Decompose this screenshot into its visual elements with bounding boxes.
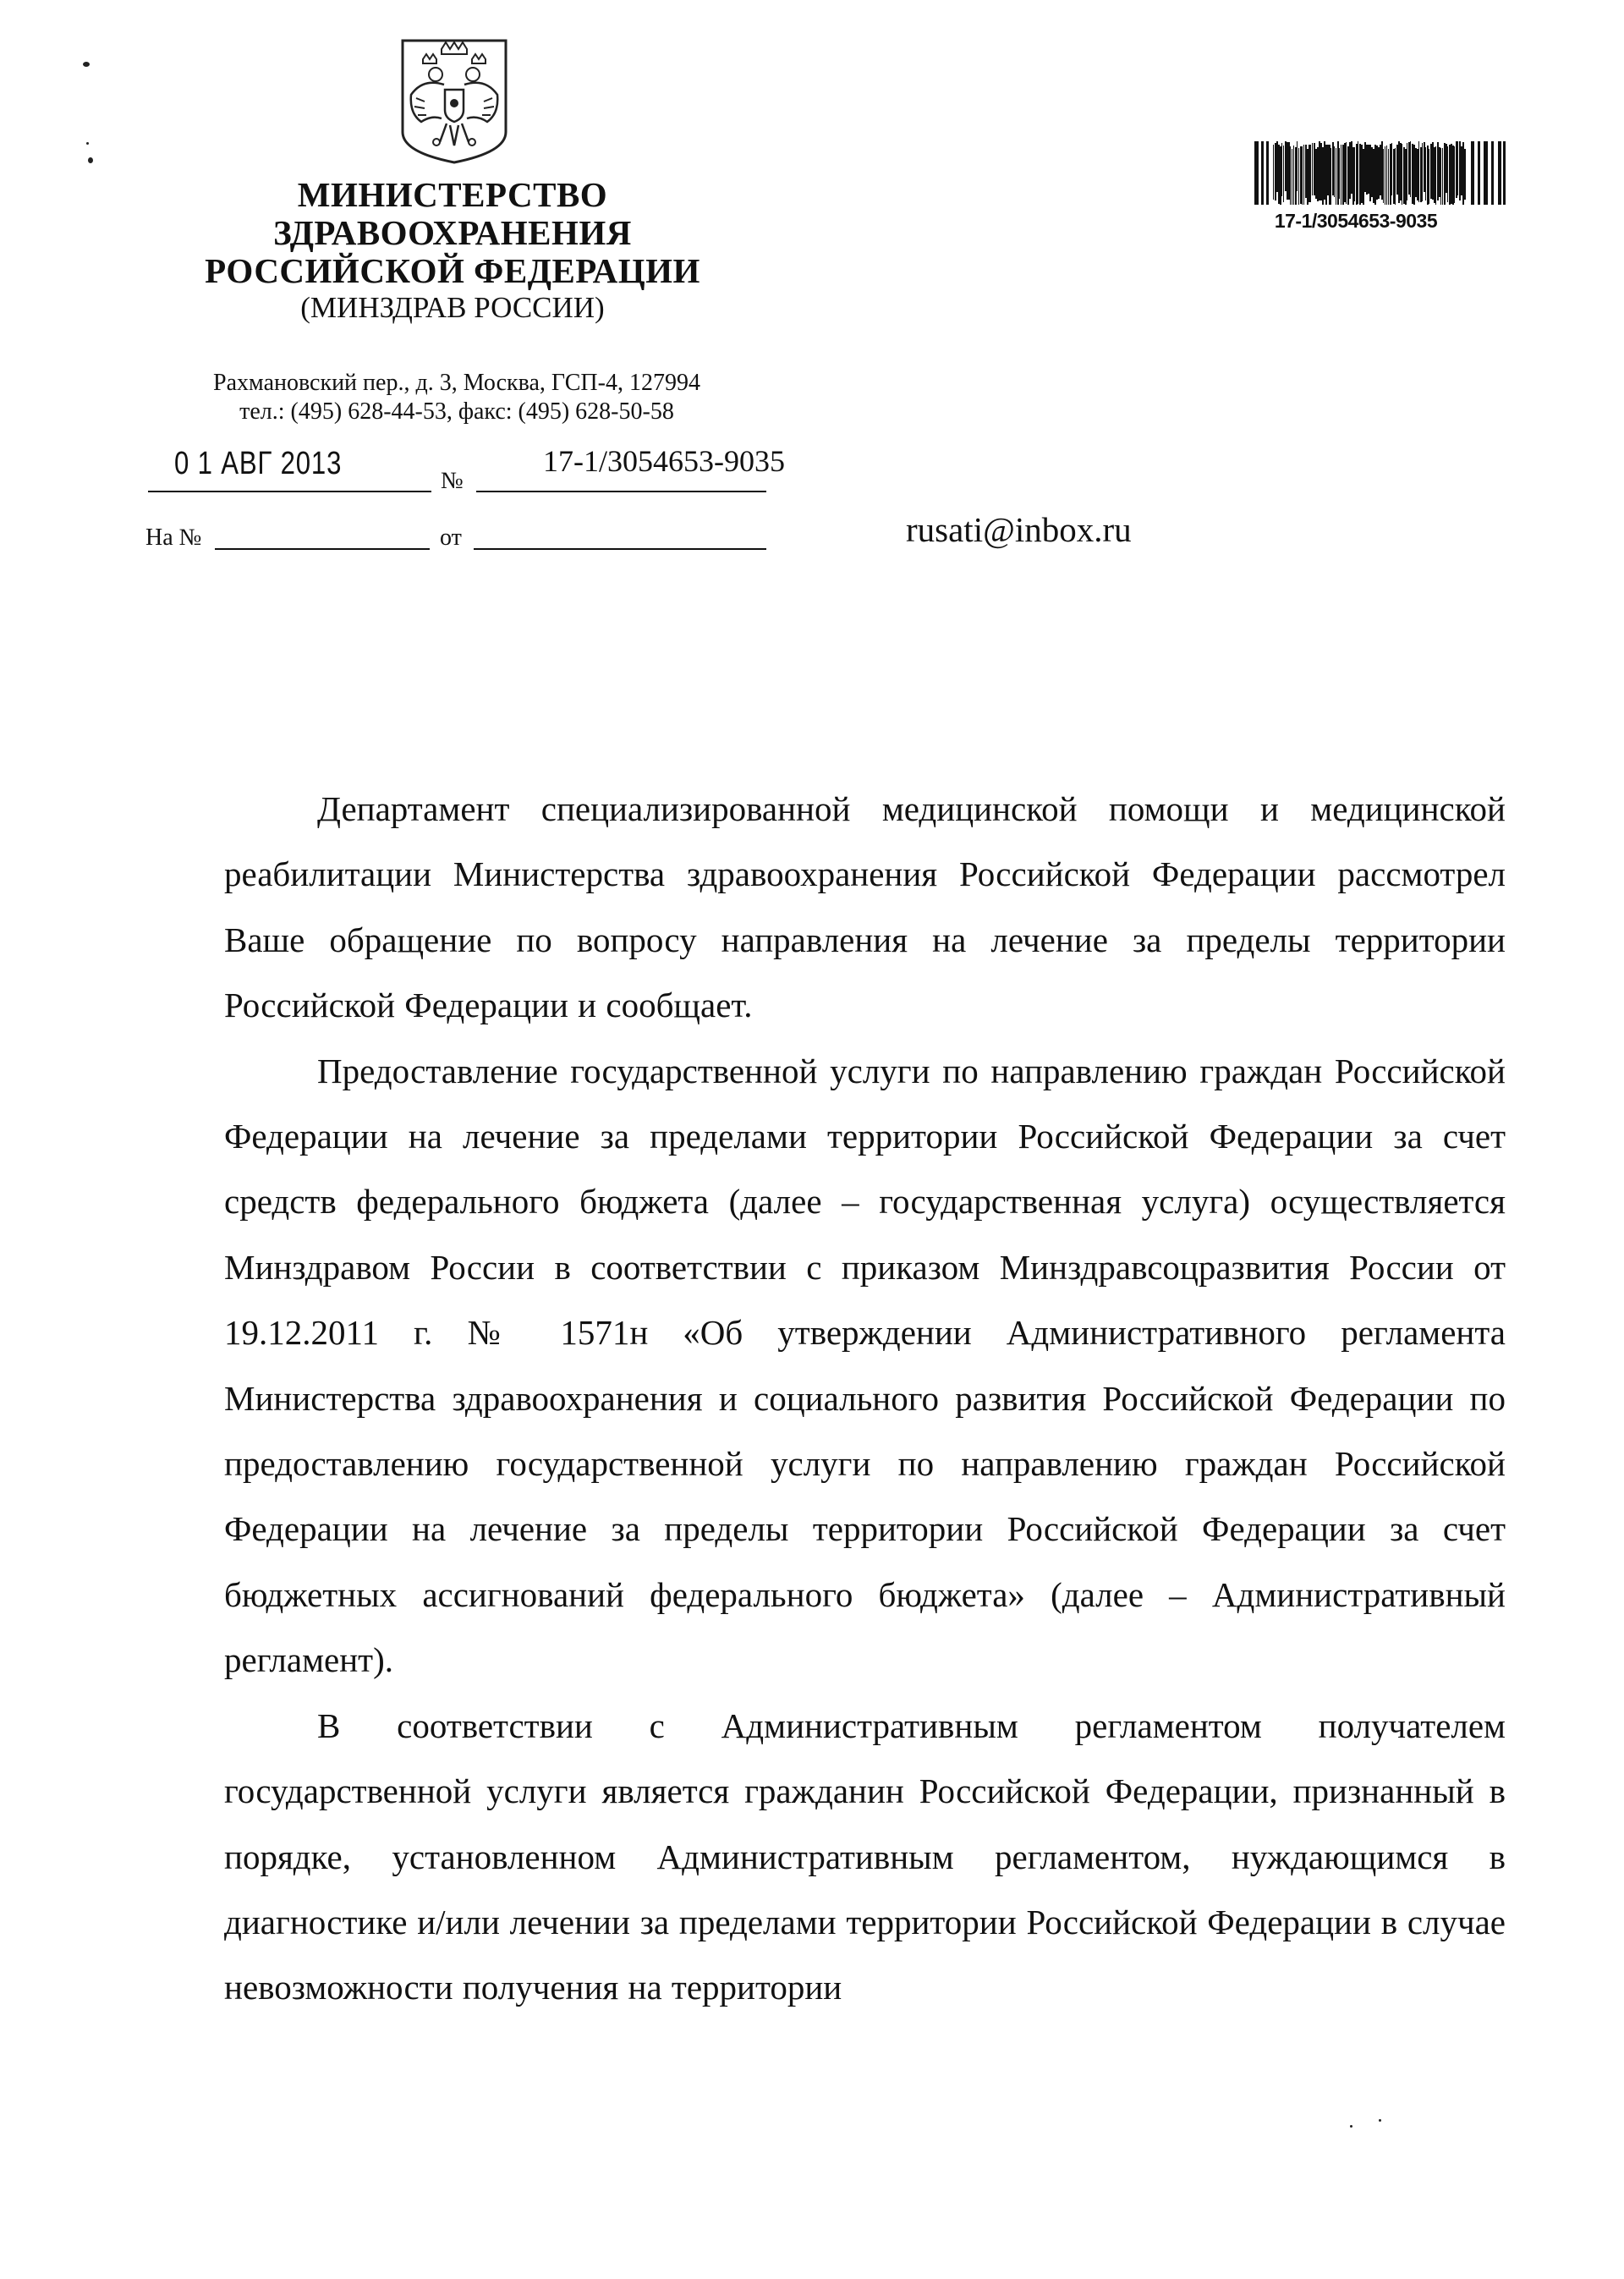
barcode-bar — [1366, 145, 1368, 195]
ministry-name-line-1: МИНИСТЕРСТВО — [297, 175, 608, 214]
barcode-bar — [1403, 147, 1405, 204]
barcode-bar — [1383, 149, 1384, 203]
barcode-bar — [1290, 146, 1291, 205]
barcode-bar — [1400, 143, 1402, 200]
barcode-bar — [1405, 149, 1407, 205]
barcode-bar — [1454, 146, 1455, 203]
barcode-bar — [1266, 141, 1269, 205]
barcode-bar — [1329, 145, 1330, 205]
barcode-bar — [1435, 146, 1436, 205]
barcode-bar — [1381, 141, 1383, 200]
barcode-bar — [1281, 143, 1282, 196]
number-sign-label: № — [441, 468, 464, 494]
number-underline — [476, 491, 766, 492]
barcode-bar — [1276, 141, 1278, 192]
barcode-bar — [1288, 142, 1290, 200]
barcode-bar — [1380, 145, 1381, 195]
scan-speck — [83, 62, 90, 67]
ministry-name-line-3: РОССИЙСКОЙ ФЕДЕРАЦИИ — [205, 251, 700, 290]
barcode-bar — [1351, 141, 1352, 194]
barcode-bar — [1332, 142, 1334, 195]
barcode-bar — [1368, 145, 1369, 194]
barcode-bar — [1410, 141, 1411, 197]
barcode-bar — [1310, 145, 1311, 202]
ministry-short-name: (МИНЗДРАВ РОССИИ) — [300, 291, 605, 324]
barcode-bar — [1334, 146, 1335, 197]
reply-to-number-blank — [215, 548, 430, 550]
barcode-bar — [1305, 145, 1307, 198]
barcode-bar — [1417, 149, 1418, 200]
body-paragraph: В соответствии с Административным регламентом получателем государственной услуги является гражданин Российской Федерации, признанный в порядке, установленном Административным регламентом, нуждающимся в диагностике и/или лечении за пределами территории Российской Федерации в случае невозможности получения на территории — [224, 1705, 1506, 2007]
barcode-bar — [1418, 141, 1419, 202]
barcode-number: 17-1/3054653-9035 — [1274, 210, 1438, 232]
barcode-bar — [1491, 141, 1494, 205]
barcode-bar — [1361, 145, 1363, 203]
barcode-bar — [1314, 143, 1315, 195]
barcode-bar — [1285, 141, 1287, 191]
barcode-bar — [1376, 146, 1378, 200]
barcode-bar — [1349, 142, 1351, 199]
barcode-bar — [1293, 146, 1294, 205]
barcode-bar — [1446, 144, 1447, 193]
barcode-bar — [1503, 141, 1506, 205]
barcode-bar — [1440, 148, 1441, 205]
barcode-bar — [1449, 145, 1451, 205]
barcode-bar — [1462, 142, 1464, 205]
barcode-bar — [1324, 141, 1325, 200]
barcode-bar — [1354, 147, 1355, 201]
barcode-bar — [1484, 141, 1488, 205]
barcode-bar — [1317, 147, 1319, 201]
barcode-bar — [1432, 142, 1434, 200]
russian-coat-of-arms-icon — [398, 37, 511, 164]
barcode-bar — [1434, 147, 1435, 203]
barcode-bar — [1273, 145, 1274, 200]
barcode-bar — [1391, 143, 1392, 195]
barcode-bar — [1339, 148, 1340, 199]
barcode-bar — [1395, 148, 1396, 205]
letter-body — [224, 777, 1506, 2021]
barcode-bar — [1427, 146, 1429, 205]
barcode-bar — [1425, 147, 1426, 200]
document-barcode — [1254, 141, 1506, 205]
barcode-bar — [1430, 144, 1432, 199]
barcode-bar — [1315, 149, 1317, 199]
barcode-bar — [1408, 142, 1410, 195]
barcode-bar — [1439, 147, 1440, 197]
barcode-bar — [1254, 141, 1259, 205]
scan-speck — [1379, 2119, 1381, 2122]
barcode-bar — [1415, 148, 1417, 197]
barcode-bar — [1459, 141, 1461, 200]
barcode-bar — [1325, 145, 1327, 205]
recipient-email: rusati@inbox.ru — [906, 510, 1132, 549]
date-underline — [148, 491, 431, 492]
barcode-bar — [1337, 141, 1339, 205]
scan-speck — [86, 142, 89, 145]
barcode-bar — [1261, 141, 1264, 205]
barcode-bar — [1471, 141, 1474, 205]
barcode-bar — [1378, 147, 1380, 199]
barcode-bar — [1393, 149, 1395, 204]
barcode-bar — [1442, 148, 1443, 205]
barcode-bar — [1413, 145, 1415, 205]
barcode-bar — [1461, 146, 1462, 195]
barcode-bar — [1444, 143, 1446, 205]
barcode-bar — [1280, 146, 1281, 205]
reply-to-date-label: от — [440, 524, 462, 551]
ministry-address: Рахмановский пер., д. 3, Москва, ГСП-4, 127994 — [213, 370, 700, 396]
barcode-bar — [1396, 145, 1398, 195]
ministry-name-line-2: ЗДРАВООХРАНЕНИЯ — [273, 213, 632, 252]
barcode-bar — [1342, 145, 1344, 205]
barcode-bar — [1451, 144, 1452, 204]
barcode-bar — [1287, 142, 1288, 200]
barcode-bar — [1412, 144, 1413, 204]
barcode-bar — [1309, 145, 1310, 202]
barcode-bar — [1422, 143, 1423, 201]
barcode-bar — [1297, 141, 1298, 191]
barcode-bar — [1330, 148, 1331, 205]
barcode-bar — [1356, 144, 1358, 205]
barcode-bar — [1373, 149, 1374, 203]
barcode-bar — [1347, 146, 1349, 205]
outgoing-date-stamp: 0 1 АВГ 2013 — [174, 446, 343, 481]
barcode-bar — [1303, 145, 1304, 205]
barcode-bar — [1464, 149, 1466, 200]
barcode-bar — [1437, 142, 1439, 200]
barcode-bar — [1456, 141, 1457, 198]
barcode-bar — [1478, 141, 1480, 205]
body-paragraph: Предоставление государственной услуги по направлению граждан Российской Федерации на лечение за пределами территории Российской Федерации за счет средств федерального бюджета (далее – государственная услуга) осуществляется Минздравом России в соответствии с приказом Минздравсоцразвития России от 19.12.2011 г. № 1571н «Об утверждении Административного регламента Министерства здравоохранения и социального развития Российской Федерации по предоставлению государственной услуги по направлению граждан Российской Федерации на лечение за пределы территории Российской Федерации за счет бюджетных ассигнований федерального бюджета» (далее – Административный регламент). — [224, 1051, 1506, 1680]
barcode-bar — [1320, 143, 1322, 200]
ministry-phone-fax: тел.: (495) 628-44-53, факс: (495) 628-50-58 — [239, 398, 674, 425]
barcode-bar — [1302, 146, 1303, 205]
scan-speck — [88, 157, 93, 163]
barcode-bar — [1283, 146, 1284, 202]
barcode-bar — [1346, 142, 1347, 204]
barcode-bar — [1322, 147, 1324, 205]
body-paragraph: Департамент специализированной медицинской помощи и медицинской реабилитации Министерства здравоохранения Российской Федерации рассмотрел Ваше обращение по вопросу направления на лечение за пределы территории Российской Федерации и сообщает. — [224, 789, 1506, 1025]
barcode-bar — [1298, 148, 1299, 205]
barcode-bar — [1369, 145, 1371, 201]
barcode-bar — [1312, 143, 1313, 195]
barcode-bar — [1364, 142, 1366, 192]
barcode-bar — [1300, 146, 1302, 204]
barcode-bar — [1374, 145, 1376, 205]
scan-speck — [1350, 2125, 1352, 2128]
barcode-bar — [1452, 146, 1454, 205]
outgoing-number: 17-1/3054653-9035 — [543, 444, 785, 478]
barcode-bar — [1275, 143, 1276, 200]
barcode-bar — [1420, 147, 1422, 202]
reply-to-number-label: На № — [145, 524, 202, 551]
barcode-bar — [1388, 149, 1389, 205]
barcode-bar — [1327, 145, 1329, 195]
barcode-bar — [1457, 141, 1458, 195]
barcode-bar — [1371, 147, 1373, 197]
barcode-bar — [1278, 145, 1280, 204]
barcode-bar — [1352, 147, 1354, 205]
barcode-bar — [1498, 141, 1501, 205]
barcode-bar — [1344, 143, 1346, 202]
barcode-bar — [1398, 141, 1400, 203]
barcode-bar — [1363, 149, 1364, 205]
barcode-bar — [1307, 149, 1309, 205]
barcode-bar — [1424, 142, 1425, 192]
barcode-bar — [1390, 144, 1391, 205]
barcode-bar — [1447, 146, 1448, 202]
barcode-bar — [1295, 147, 1297, 205]
barcode-bar — [1359, 144, 1361, 205]
reply-to-date-blank — [474, 548, 766, 550]
barcode-bar — [1386, 146, 1387, 205]
barcode-bar — [1319, 141, 1320, 200]
